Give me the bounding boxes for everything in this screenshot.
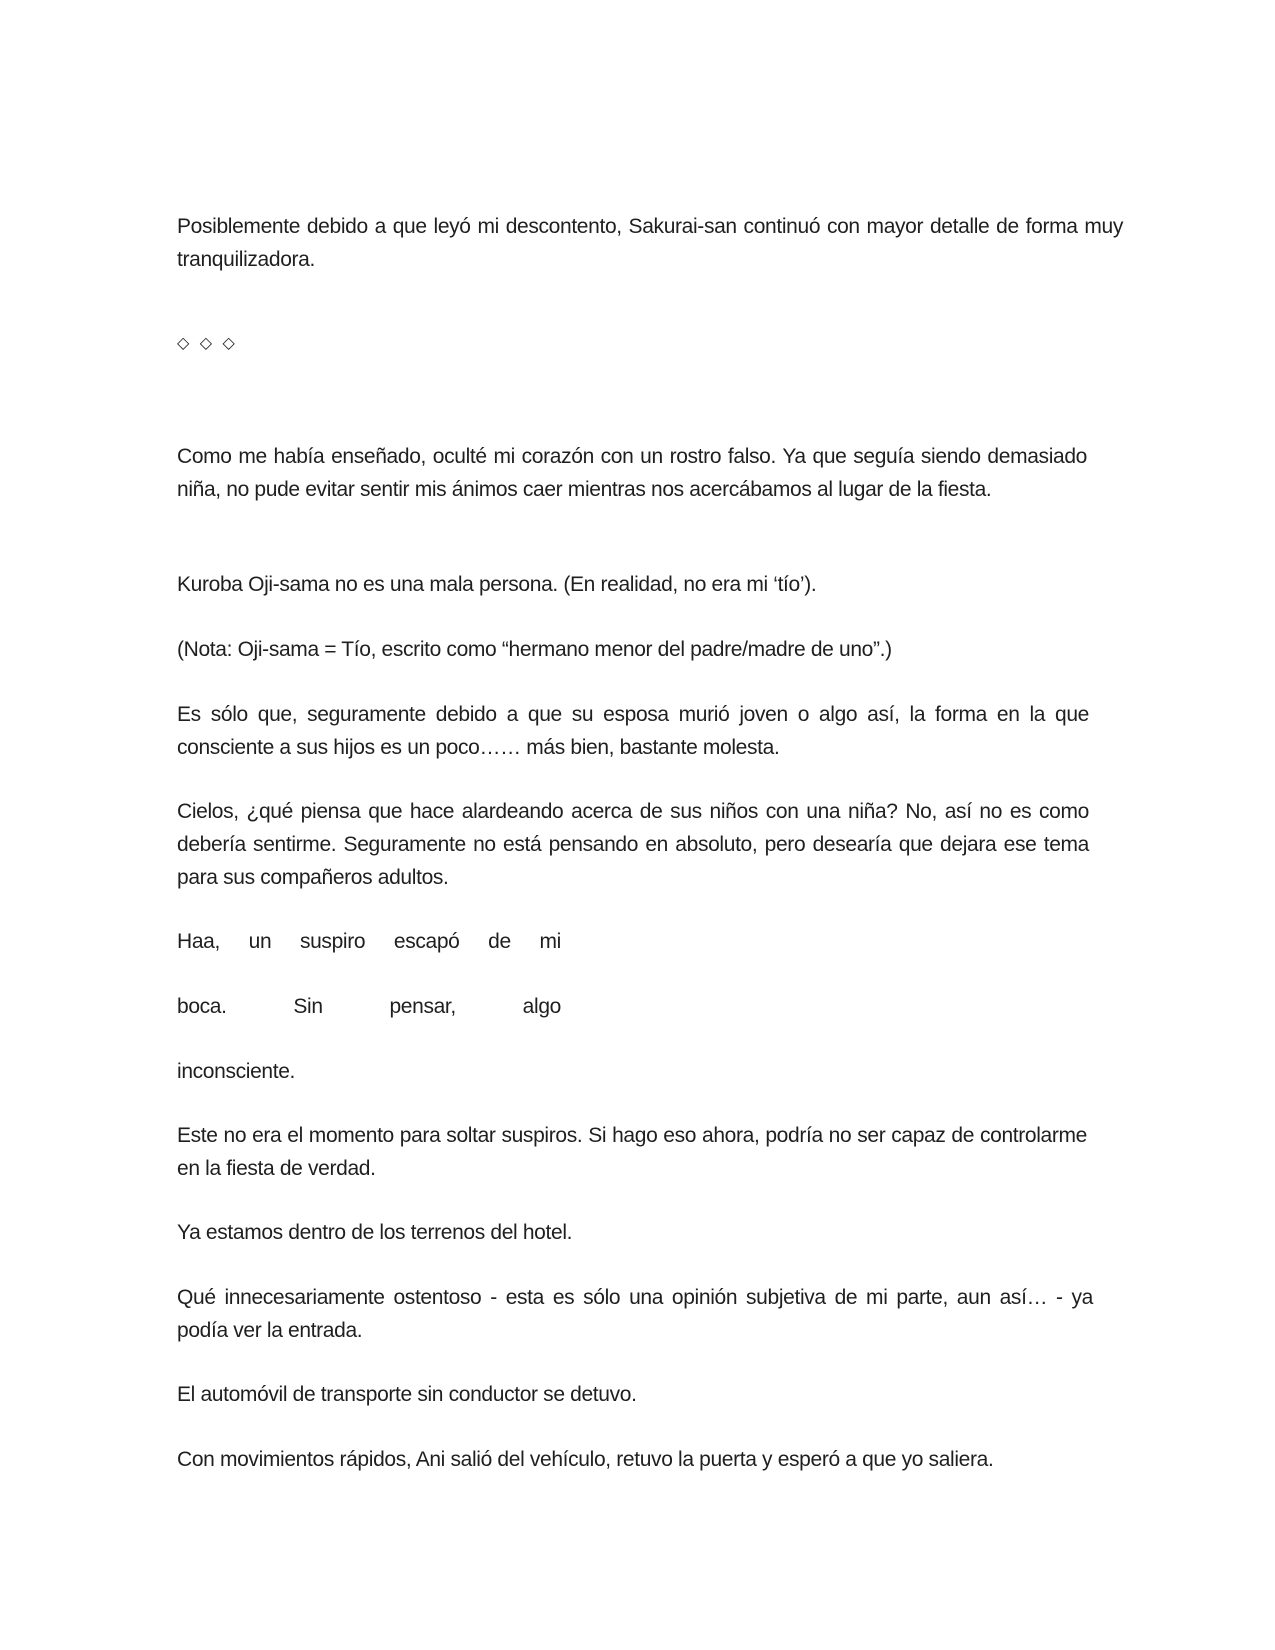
word: escapó [393, 930, 460, 953]
paragraph: Con movimientos rápidos, Ani salió del vehículo, retuvo la puerta y esperó a que yo saliera. [177, 1448, 994, 1471]
paragraph-spread-line [177, 990, 561, 1023]
word: algo [522, 995, 561, 1018]
section-separator: ◇ ◇ ◇ [177, 335, 235, 352]
word: pensar, [389, 995, 456, 1018]
paragraph: El automóvil de transporte sin conductor se detuvo. [177, 1383, 637, 1406]
paragraph: Es sólo que, seguramente debido a que su esposa murió joven o algo así, la forma en la que consciente a sus hijos es un poco…… más bien, bastante molesta. [177, 703, 1089, 759]
word: boca. [177, 995, 227, 1018]
paragraph-spread-line [177, 925, 561, 958]
paragraph: Este no era el momento para soltar suspiros. Si hago eso ahora, podría no ser capaz de controlarme en la fiesta de verdad. [177, 1124, 1087, 1180]
paragraph: inconsciente. [177, 1060, 296, 1083]
paragraph: Kuroba Oji-sama no es una mala persona. (En realidad, no era mi ‘tío’). [177, 573, 817, 596]
translator-note: (Nota: Oji-sama = Tío, escrito como “hermano menor del padre/madre de uno”.) [177, 638, 892, 661]
paragraph: Posiblemente debido a que leyó mi descontento, Sakurai-san continuó con mayor detalle de forma muy tranquilizadora. [177, 215, 1123, 271]
word: Haa, [177, 930, 220, 953]
paragraph: Como me había enseñado, oculté mi corazón con un rostro falso. Ya que seguía siendo demasiado niña, no pude evitar sentir mis ánimos caer mientras nos acercábamos al lugar de la fiesta. [177, 445, 1087, 501]
word: Sin [293, 995, 323, 1018]
paragraph: Qué innecesariamente ostentoso - esta es sólo una opinión subjetiva de mi parte, aun así… - ya podía ver la entrada. [177, 1286, 1093, 1342]
paragraph: Ya estamos dentro de los terrenos del hotel. [177, 1221, 573, 1244]
word: un [248, 930, 272, 953]
word: suspiro [299, 930, 366, 953]
word: de [488, 930, 511, 953]
paragraph: Cielos, ¿qué piensa que hace alardeando acerca de sus niños con una niña? No, así no es como debería sentirme. Seguramente no está pensando en absoluto, pero desearía que dejara ese tema para sus compañeros adultos. [177, 800, 1089, 889]
word: mi [539, 930, 561, 953]
